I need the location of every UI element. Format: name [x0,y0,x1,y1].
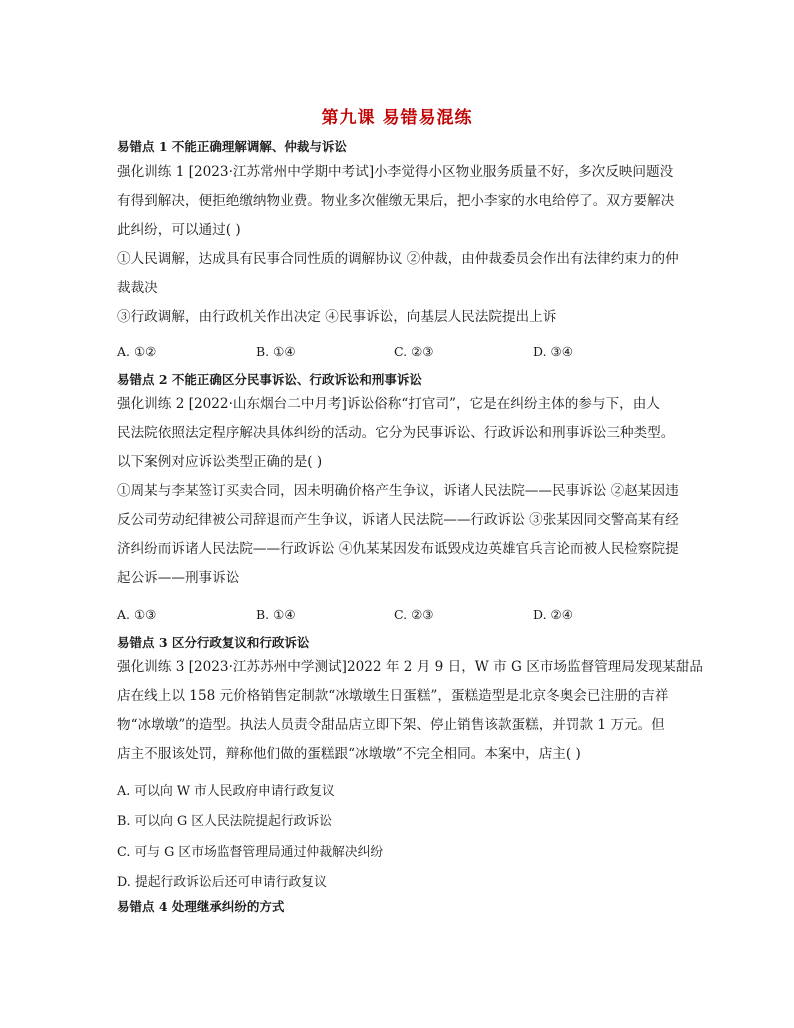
option-c[interactable]: C. ②③ [394,344,434,359]
text-line: 济纠纷而诉诸人民法院——行政诉讼 ④仇某某因发布诋毁戍边英雄官兵言论而被人民检察院提 [117,541,679,557]
question-2-options [117,607,677,625]
text-line: 民法院依照法定程序解决具体纠纷的活动。它分为民事诉讼、行政诉讼和刑事诉讼三种类型。 [117,425,675,441]
choice-d[interactable]: D. 提起行政诉讼后还可申请行政复议 [117,875,327,890]
text-line: 有得到解决，便拒绝缴纳物业费。物业多次催缴无果后，把小李家的水电给停了。双方要解决 [117,193,675,209]
text-line: 起公诉——刑事诉讼 [117,570,240,586]
option-a[interactable]: A. ①② [117,344,157,359]
text-line: 反公司劳动纪律被公司辞退而产生争议，诉诸人民法院——行政诉讼 ③张某因同交警高某有经 [117,512,679,528]
text-line: ①人民调解，达成具有民事合同性质的调解协议 ②仲裁，由仲裁委员会作出有法律约束力的仲 [117,251,679,267]
text-line: 强化训练 2 [2022·山东烟台二中月考]诉讼俗称“打官司”，它是在纠纷主体的参与下，由人 [117,396,660,412]
question-3-text [117,653,703,769]
text-line: 以下案例对应诉讼类型正确的是( ) [117,454,323,470]
text-line: 物“冰墩墩”的造型。执法人员责令甜品店立即下架、停止销售该款蛋糕，并罚款 1 万元。但 [117,717,665,733]
option-b[interactable]: B. ①④ [256,344,296,359]
option-b[interactable]: B. ①④ [256,607,296,622]
section-heading-3: 易错点 3 区分行政复议和行政诉讼 [117,635,310,650]
text-line: 此纠纷，可以通过( ) [117,222,241,238]
choice-c[interactable]: C. 可与 G 区市场监督管理局通过仲裁解决纠纷 [117,845,384,860]
text-line: 强化训练 1 [2023·江苏常州中学期中考试]小李觉得小区物业服务质量不好，多次反映问题没 [117,164,674,180]
text-line: 强化训练 3 [2023·江苏苏州中学测试]2022 年 2 月 9 日，W 市 G 区市场监督管理局发现某甜品 [117,659,703,675]
section-heading-2: 易错点 2 不能正确区分民事诉讼、行政诉讼和刑事诉讼 [117,372,422,387]
section-heading-1: 易错点 1 不能正确理解调解、仲裁与诉讼 [117,139,347,154]
section-heading-4: 易错点 4 处理继承纠纷的方式 [117,899,285,914]
option-a[interactable]: A. ①③ [117,607,157,622]
text-line: 店主不服该处罚，辩称他们做的蛋糕跟“冰墩墩”不完全相同。本案中，店主( ) [117,746,581,762]
choice-b[interactable]: B. 可以向 G 区人民法院提起行政诉讼 [117,814,333,829]
choice-a[interactable]: A. 可以向 W 市人民政府申请行政复议 [117,784,335,799]
option-c[interactable]: C. ②③ [394,607,434,622]
text-line: 店在线上以 158 元价格销售定制款“冰墩墩生日蛋糕”，蛋糕造型是北京冬奥会已注册的吉祥 [117,688,669,704]
option-d[interactable]: D. ③④ [533,344,573,359]
question-1-options [117,344,677,362]
text-line: ①周某与李某签订买卖合同，因未明确价格产生争议，诉诸人民法院——民事诉讼 ②赵某因违 [117,483,679,499]
page-title: 第九课 易错易混练 [321,108,473,128]
option-d[interactable]: D. ②④ [533,607,573,622]
question-2-text [117,390,683,593]
text-line: 裁裁决 [117,280,158,296]
text-line: ③行政调解，由行政机关作出决定 ④民事诉讼，向基层人民法院提出上诉 [117,309,557,325]
question-1-text [117,158,683,332]
